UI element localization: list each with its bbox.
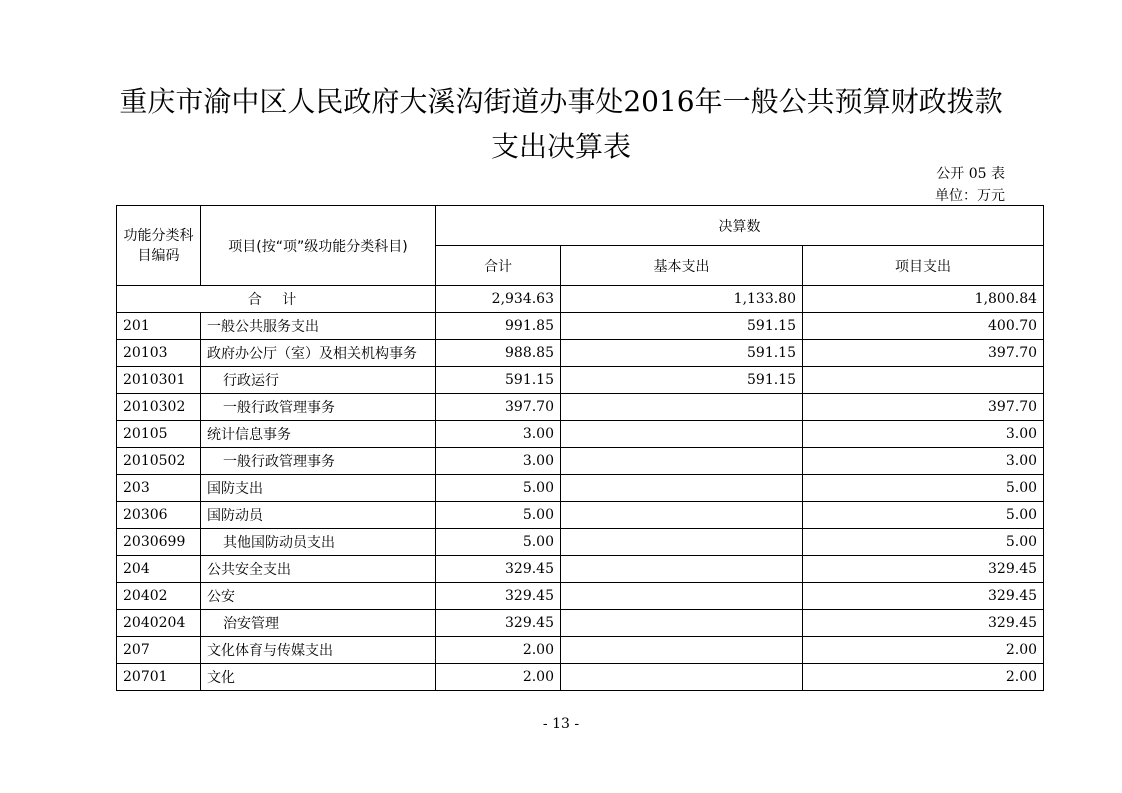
table-row: [117, 448, 1044, 475]
total-basic: 1,133.80: [561, 286, 803, 313]
total-row: [117, 286, 1044, 313]
row-total: 5.00: [436, 502, 561, 529]
row-total: 3.00: [436, 448, 561, 475]
row-basic: [561, 448, 803, 475]
table-row: [117, 556, 1044, 583]
row-project: 329.45: [803, 610, 1044, 637]
row-total: 2.00: [436, 637, 561, 664]
row-code: 20701: [117, 664, 201, 691]
row-item-name: 公共安全支出: [201, 556, 436, 583]
header-item: 项目(按“项”级功能分类科目): [201, 206, 436, 286]
row-project: 2.00: [803, 637, 1044, 664]
row-project: [803, 367, 1044, 394]
row-item-name: 统计信息事务: [201, 421, 436, 448]
row-item-name: 一般行政管理事务: [201, 448, 436, 475]
row-item-name: 其他国防动员支出: [201, 529, 436, 556]
row-code: 20306: [117, 502, 201, 529]
row-item-name: 国防支出: [201, 475, 436, 502]
total-label: 合 计: [117, 286, 436, 313]
row-project: 329.45: [803, 583, 1044, 610]
header-final: 决算数: [436, 206, 1044, 246]
header-code: 功能分类科目编码: [117, 206, 201, 286]
row-basic: [561, 637, 803, 664]
row-total: 397.70: [436, 394, 561, 421]
header-basic: 基本支出: [561, 246, 803, 286]
page-title-line2: 支出决算表: [490, 130, 631, 163]
row-project: 397.70: [803, 340, 1044, 367]
row-basic: [561, 556, 803, 583]
row-basic: [561, 475, 803, 502]
total-project: 1,800.84: [803, 286, 1044, 313]
row-total: 329.45: [436, 556, 561, 583]
row-total: 988.85: [436, 340, 561, 367]
row-total: 591.15: [436, 367, 561, 394]
row-item-name: 文化: [201, 664, 436, 691]
table-row: [117, 340, 1044, 367]
row-item-name: 文化体育与传媒支出: [201, 637, 436, 664]
row-project: 5.00: [803, 475, 1044, 502]
table-row: [117, 394, 1044, 421]
row-code: 204: [117, 556, 201, 583]
table-row: [117, 475, 1044, 502]
row-project: 5.00: [803, 529, 1044, 556]
table-row: [117, 583, 1044, 610]
row-project: 2.00: [803, 664, 1044, 691]
row-total: 2.00: [436, 664, 561, 691]
table-row: [117, 529, 1044, 556]
row-code: 2010301: [117, 367, 201, 394]
row-item-name: 公安: [201, 583, 436, 610]
header-project: 项目支出: [803, 246, 1044, 286]
row-basic: 591.15: [561, 367, 803, 394]
expenditure-table: [116, 205, 1044, 691]
row-basic: [561, 502, 803, 529]
row-total: 5.00: [436, 529, 561, 556]
row-code: 2040204: [117, 610, 201, 637]
row-code: 2030699: [117, 529, 201, 556]
total-sum: 2,934.63: [436, 286, 561, 313]
table-row: [117, 367, 1044, 394]
row-item-name: 治安管理: [201, 610, 436, 637]
row-code: 20402: [117, 583, 201, 610]
row-code: 2010302: [117, 394, 201, 421]
row-item-name: 一般公共服务支出: [201, 313, 436, 340]
row-basic: [561, 583, 803, 610]
row-item-name: 行政运行: [201, 367, 436, 394]
row-project: 3.00: [803, 448, 1044, 475]
row-item-name: 国防动员: [201, 502, 436, 529]
row-project: 5.00: [803, 502, 1044, 529]
row-project: 397.70: [803, 394, 1044, 421]
row-code: 201: [117, 313, 201, 340]
row-basic: [561, 610, 803, 637]
row-project: 3.00: [803, 421, 1044, 448]
row-code: 20103: [117, 340, 201, 367]
table-number: 公开 05 表: [936, 166, 1005, 182]
table-row: [117, 610, 1044, 637]
table-row: [117, 637, 1044, 664]
row-total: 5.00: [436, 475, 561, 502]
header-total: 合计: [436, 246, 561, 286]
row-item-name: 一般行政管理事务: [201, 394, 436, 421]
row-code: 207: [117, 637, 201, 664]
row-total: 329.45: [436, 583, 561, 610]
row-basic: [561, 421, 803, 448]
row-code: 2010502: [117, 448, 201, 475]
row-code: 20105: [117, 421, 201, 448]
row-project: 400.70: [803, 313, 1044, 340]
row-item-name: 政府办公厅（室）及相关机构事务: [201, 340, 436, 367]
table-row: [117, 313, 1044, 340]
page-number: - 13 -: [542, 716, 580, 732]
row-basic: 591.15: [561, 340, 803, 367]
row-project: 329.45: [803, 556, 1044, 583]
row-basic: 591.15: [561, 313, 803, 340]
table-row: [117, 421, 1044, 448]
row-basic: [561, 394, 803, 421]
page-title-line1: 重庆市渝中区人民政府大溪沟街道办事处2016年一般公共预算财政拨款: [119, 85, 1003, 118]
row-total: 329.45: [436, 610, 561, 637]
table-row: [117, 664, 1044, 691]
row-basic: [561, 664, 803, 691]
row-basic: [561, 529, 803, 556]
row-total: 3.00: [436, 421, 561, 448]
row-total: 991.85: [436, 313, 561, 340]
table-row: [117, 502, 1044, 529]
row-code: 203: [117, 475, 201, 502]
unit-label: 单位：万元: [935, 188, 1005, 204]
